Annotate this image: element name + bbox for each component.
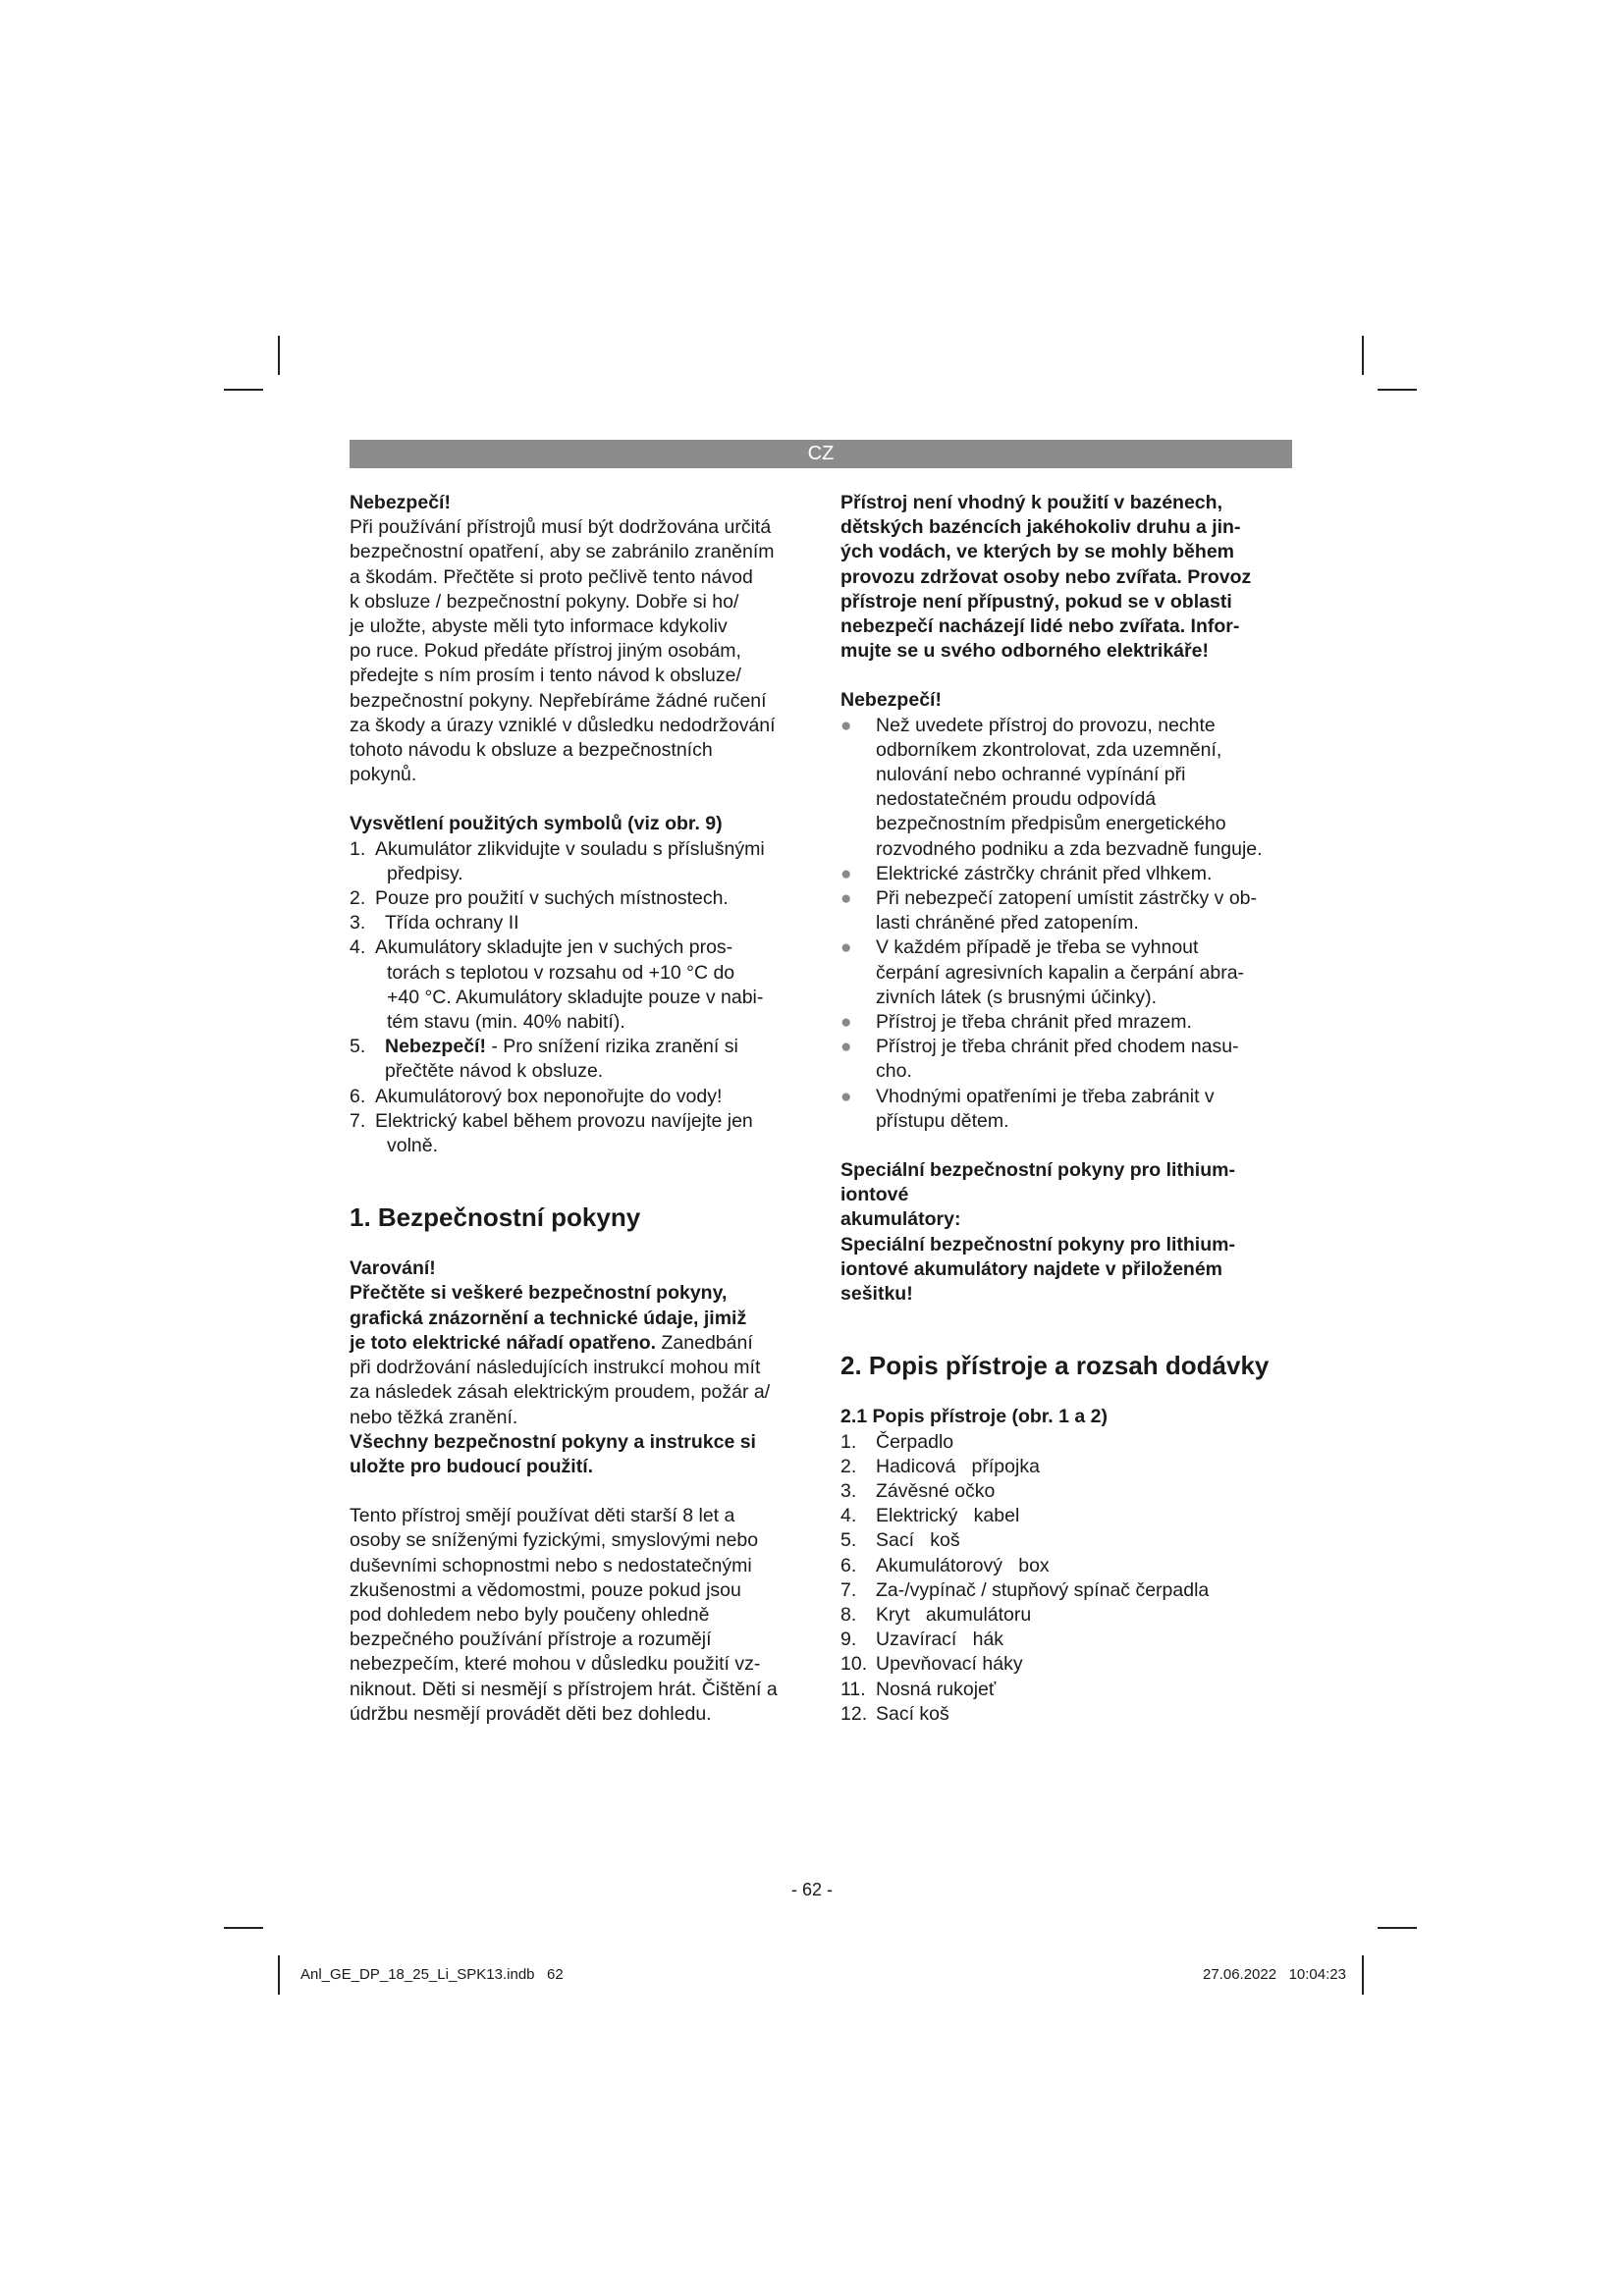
text-line: údržbu nesmějí provádět děti bez dohledu.: [350, 1702, 712, 1725]
item-number: 1.: [840, 1430, 857, 1453]
item-text: Nosná rukojeť: [876, 1678, 997, 1700]
item-number: 4.: [840, 1505, 857, 1527]
text-line: bezpečného používání přístroje a rozumějí: [350, 1629, 712, 1651]
item-text: Přístroj je třeba chránit před chodem nasu-: [876, 1036, 1239, 1058]
bullet-icon: ●: [840, 937, 852, 959]
list-item: [840, 1702, 1292, 1727]
list-item: [350, 886, 811, 911]
symbols-title: Vysvětlení použitých symbolů (viz obr. 9): [350, 813, 723, 835]
list-item: [840, 1479, 1292, 1504]
list-item: [840, 1528, 1292, 1553]
item-number: 3.: [350, 912, 366, 934]
list-item: [840, 1678, 1292, 1702]
item-text: Vhodnými opatřeními je třeba zabránit v: [876, 1085, 1215, 1107]
list-item: [350, 1109, 811, 1158]
text-line: za škody a úrazy vzniklé v důsledku nedodržování: [350, 714, 776, 736]
item-text: nulování nebo ochranné vypínání při: [876, 764, 1186, 786]
item-text: Akumulátor zlikvidujte v souladu s příslušnými: [375, 837, 765, 860]
text-line: mujte se u svého odborného elektrikáře!: [840, 640, 1209, 663]
item-text: torách s teplotou v rozsahu od +10 °C do: [387, 961, 735, 984]
item-number: 7.: [840, 1578, 857, 1601]
text-line: Speciální bezpečnostní pokyny pro lithium-: [840, 1159, 1235, 1182]
crop-mark: [224, 389, 263, 391]
text-line: předejte s ním prosím i tento návod k obsluze/: [350, 665, 741, 687]
item-text: čerpání agresivních kapalin a čerpání abra-: [876, 961, 1245, 984]
text-line: pod dohledem nebo byly poučeny ohledně: [350, 1603, 710, 1626]
left-column: [350, 491, 811, 1727]
list-item: [840, 1430, 1292, 1455]
item-text: přístupu dětem.: [876, 1109, 1009, 1132]
text-line: přístroje není přípustný, pokud se v oblasti: [840, 590, 1232, 613]
list-item: [840, 1504, 1292, 1528]
text-line: zkušenostmi a vědomostmi, pouze pokud jsou: [350, 1578, 741, 1601]
list-item: [840, 935, 1292, 1010]
lithium-notice: [840, 1158, 1292, 1307]
list-item: [840, 1578, 1292, 1603]
text-line: Přístroj není vhodný k použití v bazénech,: [840, 492, 1222, 513]
bullet-icon: ●: [840, 888, 852, 910]
item-text: volně.: [387, 1135, 439, 1157]
item-number: 9.: [840, 1629, 857, 1651]
item-text: Elektrický kabel: [876, 1505, 1020, 1527]
item-text: bezpečnostním předpisům energetického: [876, 813, 1226, 835]
text-line: nebezpečí nacházejí lidé nebo zvířata. Infor-: [840, 615, 1240, 638]
list-item: [840, 862, 1292, 886]
text-line: bezpečnostní opatření, aby se zabránilo zraněním: [350, 541, 775, 563]
children-paragraph: [350, 1504, 811, 1727]
crop-mark: [1362, 336, 1364, 375]
text-line: provozu zdržovat osoby nebo zvířata. Provoz: [840, 565, 1252, 588]
text-line: akumulátory:: [840, 1208, 961, 1231]
item-number: 2.: [350, 887, 366, 910]
text-line: bezpečnostní pokyny. Nepřebíráme žádné ručení: [350, 689, 767, 712]
list-item: [840, 1455, 1292, 1479]
text-line: pokynů.: [350, 764, 417, 786]
text-line: po ruce. Pokud předáte přístroj jiným osobám,: [350, 640, 741, 663]
warning-title: Varování!: [350, 1257, 436, 1280]
item-number: 7.: [350, 1109, 366, 1132]
bullet-icon: ●: [840, 715, 852, 736]
item-text: - Pro snížení rizika zranění si: [485, 1036, 738, 1058]
text-run: Zanedbání: [656, 1331, 753, 1354]
text-line: k obsluze / bezpečnostní pokyny. Dobře si ho/: [350, 590, 739, 613]
text-line: osoby se sníženými fyzickými, smyslovými nebo: [350, 1529, 759, 1552]
language-label: CZ: [807, 443, 835, 464]
item-number: 6.: [350, 1085, 366, 1107]
text-line: při dodržování následujících instrukcí mohou mít: [350, 1357, 761, 1379]
warning-text: [350, 1281, 811, 1479]
text-line: a škodám. Přečtěte si proto pečlivě tento návod: [350, 565, 753, 588]
text-line: nebo těžká zranění.: [350, 1406, 518, 1428]
list-item: [840, 714, 1292, 862]
item-text: V každém případě je třeba se vyhnout: [876, 936, 1199, 959]
item-text: Závěsné očko: [876, 1479, 996, 1502]
text-line: Přečtěte si veškeré bezpečnostní pokyny,: [350, 1282, 728, 1305]
list-item: [350, 911, 811, 935]
item-text: Akumulátorový box neponořujte do vody!: [375, 1085, 723, 1107]
text-line: grafická znázornění a technické údaje, jimiž: [350, 1307, 747, 1329]
crop-mark: [1362, 1955, 1364, 1995]
list-item: [350, 837, 811, 886]
item-text: Upevňovací háky: [876, 1653, 1023, 1676]
item-text: nedostatečném proudu odpovídá: [876, 788, 1157, 811]
item-number: 4.: [350, 936, 366, 959]
item-number: 5.: [350, 1036, 366, 1058]
text-bold-run: je toto elektrické nářadí opatřeno.: [350, 1331, 657, 1354]
item-text: Akumulátorový box: [876, 1554, 1050, 1576]
item-text: Kryt akumulátoru: [876, 1603, 1032, 1626]
list-item: [840, 1010, 1292, 1035]
item-text: Hadicová přípojka: [876, 1455, 1040, 1477]
item-text: Akumulátory skladujte jen v suchých pros-: [375, 936, 733, 959]
file-name: Anl_GE_DP_18_25_Li_SPK13.indb 62: [300, 1966, 564, 1983]
symbols-list: [350, 837, 811, 1159]
item-number: 1.: [350, 837, 366, 860]
danger-2-title: Nebezpečí!: [840, 689, 942, 712]
danger-text: [350, 515, 811, 787]
list-item: [840, 1085, 1292, 1134]
item-text: tém stavu (min. 40% nabití).: [387, 1011, 625, 1034]
item-text: rozvodného podniku a zda bezvadně funguje.: [876, 837, 1263, 860]
item-number: 8.: [840, 1603, 857, 1626]
item-number: 10.: [840, 1653, 868, 1676]
list-item: [840, 1603, 1292, 1628]
text-line: duševními schopnostmi nebo s nedostatečnými: [350, 1554, 752, 1576]
item-text: Přístroj je třeba chránit před mrazem.: [876, 1011, 1192, 1034]
item-number: 2.: [840, 1455, 857, 1477]
text-line: nebezpečím, které mohou v důsledku použití vz-: [350, 1653, 761, 1676]
item-text: zivních látek (s brusnými účinky).: [876, 986, 1158, 1008]
item-number: 5.: [840, 1529, 857, 1552]
item-text: lasti chráněné před zatopením.: [876, 912, 1139, 934]
list-item: [840, 1035, 1292, 1084]
section-1-heading: 1. Bezpečnostní pokyny: [350, 1202, 641, 1233]
list-item: [840, 886, 1292, 935]
danger-2-list: [840, 714, 1292, 1134]
item-text: Pouze pro použití v suchých místnostech.: [375, 887, 729, 910]
item-number: 6.: [840, 1554, 857, 1576]
right-column: [840, 491, 1292, 1727]
text-line: ých vodách, ve kterých by se mohly během: [840, 541, 1234, 563]
bullet-icon: ●: [840, 1012, 852, 1034]
item-text: Za-/vypínač / stupňový spínač čerpadla: [876, 1578, 1210, 1601]
item-text: přečtěte návod k obsluze.: [385, 1060, 604, 1083]
text-line: tohoto návodu k obsluze a bezpečnostních: [350, 739, 713, 762]
text-line: Všechny bezpečnostní pokyny a instrukce si: [350, 1430, 756, 1453]
language-header-band: [350, 440, 1292, 468]
text-line: Speciální bezpečnostní pokyny pro lithium-: [840, 1233, 1235, 1255]
bullet-icon: ●: [840, 1086, 852, 1107]
text-line: iontové: [840, 1184, 909, 1206]
item-text: Třída ochrany II: [385, 912, 519, 934]
bullet-icon: ●: [840, 863, 852, 884]
item-number: 12.: [840, 1702, 868, 1725]
item-text: Než uvedete přístroj do provozu, nechte: [876, 714, 1216, 736]
item-text: Sací koš: [876, 1702, 949, 1725]
item-text: Uzavírací hák: [876, 1629, 1004, 1651]
list-item: [350, 1035, 811, 1084]
text-line: uložte pro budoucí použití.: [350, 1455, 594, 1477]
crop-mark: [1378, 1927, 1417, 1929]
item-number: 11.: [840, 1678, 866, 1700]
item-bold-lead: Nebezpečí!: [385, 1036, 486, 1058]
list-item: [350, 1085, 811, 1109]
section-2-heading: 2. Popis přístroje a rozsah dodávky: [840, 1351, 1270, 1381]
text-line: Tento přístroj smějí používat děti starší 8 let a: [350, 1505, 735, 1527]
item-text: Čerpadlo: [876, 1430, 954, 1453]
item-text: odborníkem zkontrolovat, zda uzemnění,: [876, 738, 1222, 761]
list-item: [840, 1554, 1292, 1578]
print-timestamp: 27.06.2022 10:04:23: [1203, 1966, 1346, 1983]
list-item: [840, 1652, 1292, 1677]
item-text: Elektrické zástrčky chránit před vlhkem.: [876, 862, 1213, 884]
item-text: předpisy.: [387, 862, 463, 884]
bullet-icon: ●: [840, 1037, 852, 1058]
list-item: [840, 1628, 1292, 1652]
item-text: Sací koš: [876, 1529, 960, 1552]
text-line: za následek zásah elektrickým proudem, požár a/: [350, 1381, 771, 1404]
item-text: cho.: [876, 1060, 912, 1083]
text-line: niknout. Děti si nesmějí s přístrojem hrát. Čištění a: [350, 1678, 778, 1700]
crop-mark: [278, 1955, 280, 1995]
text-line: sešitku!: [840, 1283, 913, 1306]
text-line: iontové akumulátory najdete v přiloženém: [840, 1257, 1223, 1280]
crop-mark: [224, 1927, 263, 1929]
crop-mark: [278, 336, 280, 375]
page-number: - 62 -: [790, 1880, 833, 1899]
text-line: Při používání přístrojů musí být dodržována určitá: [350, 516, 772, 539]
text-line: je uložte, abyste měli tyto informace kdykoliv: [350, 615, 728, 638]
parts-list: [840, 1430, 1292, 1727]
item-number: 3.: [840, 1479, 857, 1502]
pool-warning: [840, 491, 1292, 664]
item-text: Elektrický kabel během provozu navíjejte jen: [375, 1109, 753, 1132]
list-item: [350, 935, 811, 1035]
danger-title: Nebezpečí!: [350, 492, 451, 513]
item-text: +40 °C. Akumulátory skladujte pouze v nabi-: [387, 986, 764, 1008]
text-line: dětských bazéncích jakéhokoliv druhu a jin-: [840, 516, 1241, 539]
section-2-1-heading: 2.1 Popis přístroje (obr. 1 a 2): [840, 1406, 1109, 1428]
item-text: Při nebezpečí zatopení umístit zástrčky v ob-: [876, 887, 1258, 910]
crop-mark: [1378, 389, 1417, 391]
